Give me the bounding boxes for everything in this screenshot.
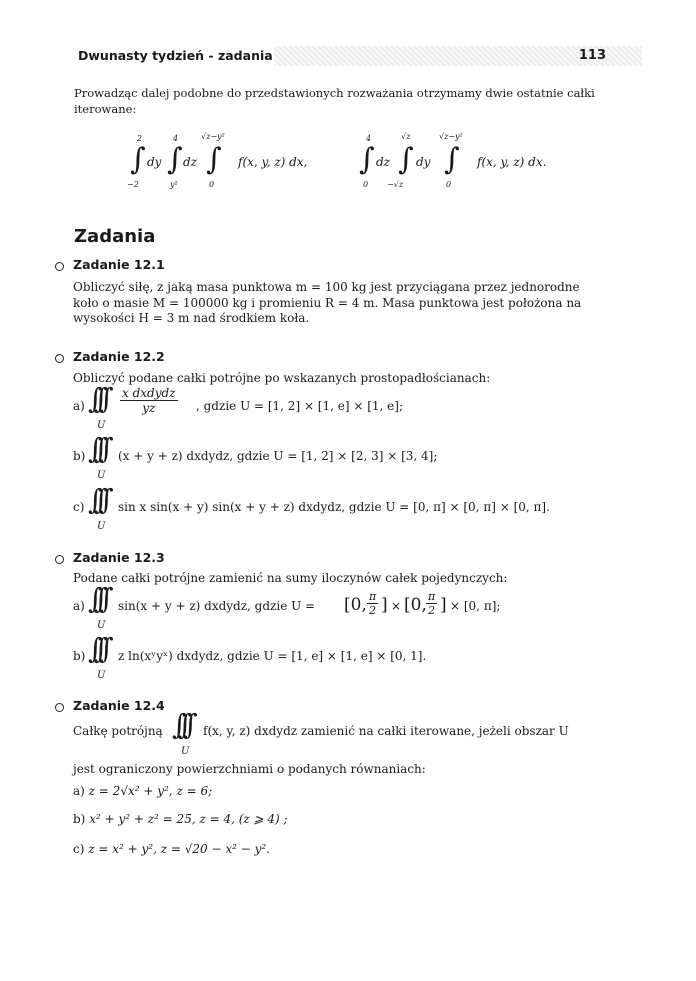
limit-upper: √z: [401, 132, 411, 141]
item-label: c): [73, 842, 85, 856]
item-label: a): [73, 599, 85, 613]
integral-sign: ∫: [444, 142, 460, 177]
exercise-text: Obliczyć podane całki potrójne po wskazanych prostopadłościanach:: [73, 371, 491, 385]
integral-sign: ∫: [398, 142, 414, 177]
item-label: b): [73, 649, 86, 663]
limit-lower: y²: [170, 180, 178, 189]
denominator: 2: [428, 604, 436, 617]
integral-sign: ∫: [167, 142, 183, 177]
interval-close: ]: [381, 595, 388, 615]
exercise-item: [73, 784, 212, 798]
chapter-title: Dwunasty tydzień - zadania: [78, 48, 273, 63]
exercise-text: Podane całki potrójne zamienić na sumy iloczynów całek pojedynczych:: [73, 571, 508, 585]
differential: dy: [416, 155, 431, 169]
item-expression: (x + y + z) dxdydz, gdzie U = [1, 2] × [2, 3] × [3, 4];: [118, 449, 438, 463]
iterated-integrals: [0, 118, 696, 198]
item-label: c): [73, 500, 85, 514]
limit-upper: √z−y²: [201, 132, 225, 141]
item-expression: z = 2√x² + y², z = 6;: [88, 784, 213, 798]
limit-lower: −√z: [387, 180, 404, 189]
item-label: a): [73, 399, 85, 413]
integral-sign: ∫: [359, 142, 375, 177]
fraction: [426, 590, 437, 617]
item-expression: z = x² + y², z = √20 − x² − y².: [88, 842, 270, 856]
numerator: x dxdydz: [122, 386, 176, 400]
exercise-text: Obliczyć siłę, z jaką masa punktowa m = 100 kg jest przyciągana przez jednorodne koło o masie M = 100000 kg i promieniu R = 4 m. Masa punktowa jest położona na wysokości H = 3 m nad środkiem koła.: [73, 280, 582, 325]
interval-open: [0,: [344, 595, 367, 615]
running-header: [78, 46, 606, 68]
triple-integral-icon: ∫∫∫: [88, 582, 105, 615]
exercise-text: jest ograniczony powierzchniami o podanych równaniach:: [73, 762, 426, 776]
exercise-title: Zadanie 12.3: [73, 550, 165, 565]
denominator: yz: [142, 401, 156, 415]
differential: dz: [183, 155, 198, 169]
exercise-title: Zadanie 12.1: [73, 257, 165, 272]
integrand: f(x, y, z) dx.: [477, 155, 547, 169]
page-number: 113: [578, 48, 606, 63]
intro-paragraph: Prowadząc dalej podobne do przedstawionych rozważania otrzymamy dwie ostatnie całki iterowane:: [74, 86, 595, 116]
times-sign: ×: [391, 599, 402, 613]
circle-bullet-icon: [55, 703, 64, 712]
denominator: 2: [369, 604, 377, 617]
circle-bullet-icon: [55, 555, 64, 564]
exercise-text-pre: Całkę potrójną: [73, 724, 163, 738]
integration-domain: U: [97, 620, 106, 631]
limit-upper: 4: [173, 134, 179, 143]
numerator: π: [428, 590, 436, 603]
item-expression: × [0, π];: [450, 599, 501, 613]
integration-domain: U: [181, 746, 190, 757]
triple-integral-icon: ∫∫∫: [88, 483, 105, 516]
item-label: b): [73, 812, 86, 826]
limit-upper: √z−y²: [439, 132, 463, 141]
limit-lower: 0: [363, 180, 369, 189]
item-expression: , gdzie U = [1, 2] × [1, e] × [1, e];: [196, 399, 403, 413]
item-expression: sin(x + y + z) dxdydz, gdzie U =: [118, 599, 316, 613]
item-label: b): [73, 449, 86, 463]
integration-domain: U: [97, 420, 106, 431]
circle-bullet-icon: [55, 262, 64, 271]
limit-upper: 2: [137, 134, 143, 143]
numerator: π: [369, 590, 377, 603]
interval-open: [0,: [404, 595, 427, 615]
exercise-item: [73, 842, 270, 856]
exercise-item: [73, 812, 288, 826]
triple-integral-icon: ∫∫∫: [88, 382, 105, 415]
section-heading: Zadania: [74, 226, 156, 247]
exercise-title: Zadanie 12.2: [73, 349, 165, 364]
integration-domain: U: [97, 470, 106, 481]
integration-domain: U: [97, 521, 106, 532]
limit-lower: 0: [446, 180, 452, 189]
item-expression: x² + y² + z² = 25, z = 4, (z ⩾ 4) ;: [89, 812, 288, 826]
limit-lower: 0: [209, 180, 215, 189]
item-expression: sin x sin(x + y) sin(x + y + z) dxdydz, gdzie U = [0, π] × [0, π] × [0, π].: [118, 500, 550, 514]
fraction: [367, 590, 378, 617]
limit-upper: 4: [366, 134, 372, 143]
differential: dy: [147, 155, 162, 169]
triple-integral-icon: ∫∫∫: [172, 708, 189, 741]
item-expression: z ln(xʸyˣ) dxdydz, gdzie U = [1, e] × [1, e] × [0, 1].: [118, 649, 427, 663]
exercise-text-mid: f(x, y, z) dxdydz zamienić na całki iterowane, jeżeli obszar U: [203, 724, 569, 738]
interval-close: ]: [440, 595, 447, 615]
triple-integral-icon: ∫∫∫: [88, 432, 105, 465]
integral-sign: ∫: [206, 142, 222, 177]
integration-domain: U: [97, 670, 106, 681]
limit-lower: −2: [127, 180, 139, 189]
differential: dz: [376, 155, 391, 169]
triple-integral-icon: ∫∫∫: [88, 632, 105, 665]
exercise-title: Zadanie 12.4: [73, 698, 165, 713]
integrand: f(x, y, z) dx,: [238, 155, 308, 169]
circle-bullet-icon: [55, 354, 64, 363]
fraction: [120, 386, 178, 415]
item-label: a): [73, 784, 85, 798]
integral-sign: ∫: [130, 142, 146, 177]
